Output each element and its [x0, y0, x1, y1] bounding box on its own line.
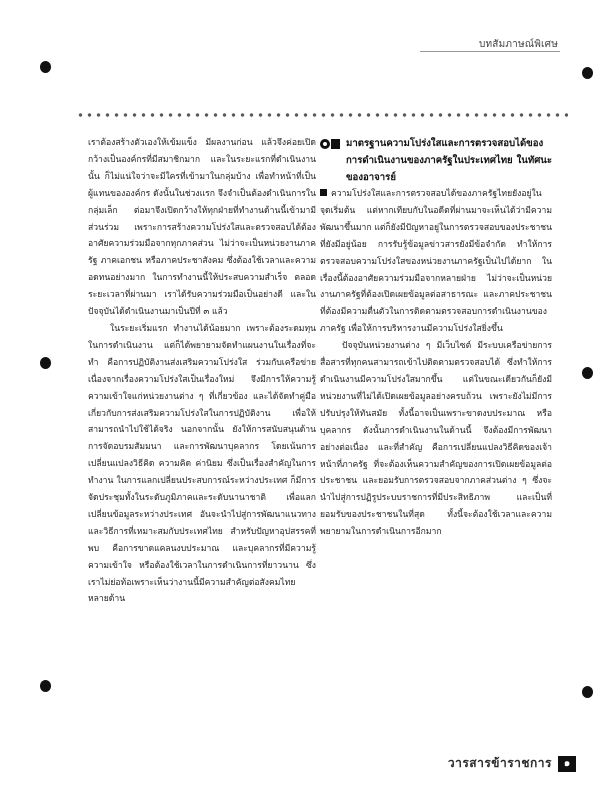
question-heading	[320, 135, 552, 186]
right-paragraph-1-text: ความโปร่งใสและการตรวจสอบได้ของภาครัฐไทยยังอยู่ในจุดเริ่มต้น แต่หากเทียบกับในอดีตที่ผ่านมาจะเห็นได้ว่ามีความพัฒนาขึ้นมาก แต่ก็ยังมีปัญหาอยู่ในการตรวจสอบของประชาชนที่ยังมีอยู่น้อย การรับรู้ข้อมูลข่าวสารยังมีข้อจำกัด ทำให้การตรวจสอบความโปร่งใสของหน่วยงานภาครัฐเป็นไปได้ยาก ในเรื่องนี้ต้องอาศัยความร่วมมือจากหลายฝ่าย ไม่ว่าจะเป็นหน่วยงานภาครัฐที่ต้องเปิดเผยข้อมูลต่อสาธารณะ และภาคประชาชนที่ต้องมีความตื่นตัวในการติดตามตรวจสอบการดำเนินงานของภาครัฐ เพื่อให้การบริหารงานมีความโปร่งใสยิ่งขึ้น	[320, 189, 552, 335]
punch-hole	[582, 67, 593, 79]
question-heading-text: มาตรฐานความโปร่งใสและการตรวจสอบได้ของการดำเนินงานของภาครัฐในประเทศไทย ในทัศนะของอาจารย์	[346, 138, 552, 183]
publication-title: วารสารข้าราชการ	[447, 756, 552, 770]
punch-hole	[40, 357, 51, 369]
dotted-divider	[76, 112, 568, 118]
square-bullet-icon	[320, 189, 327, 196]
section-label: บทสัมภาษณ์พิเศษ	[478, 39, 558, 50]
left-column	[88, 135, 316, 608]
right-paragraph-2: ปัจจุบันหน่วยงานต่าง ๆ มีเว็บไซต์ มีระบบเครือข่ายการสื่อสารที่ทุกคนสามารถเข้าไปติดตามตรวจสอบได้ ซึ่งทำให้การดำเนินงานมีความโปร่งใสมากขึ้น แต่ในขณะเดียวกันก็ยังมีหน่วยงานที่ไม่ได้เปิดเผยข้อมูลอย่างครบถ้วน เพราะยังไม่มีการปรับปรุงให้ทันสมัย ทั้งนี้อาจเป็นเพราะขาดงบประมาณ หรือบุคลากร ดังนั้นการดำเนินงานในด้านนี้ จึงต้องมีการพัฒนาอย่างต่อเนื่อง และที่สำคัญ คือการเปลี่ยนแปลงวิธีคิดของเจ้าหน้าที่ภาครัฐ ที่จะต้องเห็นความสำคัญของการเปิดเผยข้อมูลต่อประชาชน และยอมรับการตรวจสอบจากภาคส่วนต่าง ๆ ซึ่งจะนำไปสู่การปฏิรูประบบราชการที่มีประสิทธิภาพ และเป็นที่ยอมรับของประชาชนในที่สุด ทั้งนี้จะต้องใช้เวลาและความพยายามในการดำเนินการอีกมาก	[320, 341, 552, 538]
header-rule	[420, 51, 560, 52]
punch-hole	[582, 686, 593, 698]
left-paragraph-1: เราต้องสร้างตัวเองให้เข้มแข็ง มีผลงานก่อน แล้วจึงค่อยเปิดกว้างเป็นองค์กรที่มีสมาชิกมาก และในระยะแรกที่ดำเนินงานนั้น ก็ไม่แน่ใจว่าจะมีใครที่เข้ามาในกลุ่มบ้าง เพื่อทำหน้าที่เป็นผู้แทนขององค์กร ดังนั้นในช่วงแรก จึงจำเป็นต้องดำเนินการในกลุ่มเล็ก ต่อมาจึงเปิดกว้างให้ทุกฝ่ายที่ทำงานด้านนี้เข้ามามีส่วนร่วม เพราะการสร้างความโปร่งใสและตรวจสอบได้ต้องอาศัยความร่วมมือจากทุกภาคส่วน ไม่ว่าจะเป็นหน่วยงานภาครัฐ ภาคเอกชน หรือภาคประชาสังคม ซึ่งต้องใช้เวลาและความอดทนอย่างมาก ในการทำงานนี้ให้ประสบความสำเร็จ ตลอดระยะเวลาที่ผ่านมา เราได้รับความร่วมมือเป็นอย่างดี และในปัจจุบันได้ดำเนินงานมาเป็นปีที่ ๓ แล้ว	[88, 138, 316, 318]
page-footer	[448, 754, 576, 773]
right-column	[320, 135, 552, 541]
punch-hole	[40, 680, 51, 692]
page-number: ๑	[558, 756, 576, 772]
right-paragraph-1	[320, 186, 552, 338]
quote-mark-icon	[320, 138, 340, 150]
punch-hole	[40, 61, 51, 73]
punch-hole	[582, 367, 593, 379]
left-paragraph-2: ในระยะเริ่มแรก ทำงานได้น้อยมาก เพราะต้องระดมทุนในการดำเนินงาน แต่ก็ได้พยายามจัดทำแผนงานในเรื่องที่จะทำ คือการปฏิบัติงานส่งเสริมความโปร่งใส ร่วมกับเครือข่าย เนื่องจากเรื่องความโปร่งใสเป็นเรื่องใหม่ จึงมีการให้ความรู้ความเข้าใจแก่หน่วยงานต่าง ๆ ที่เกี่ยวข้อง และได้จัดทำคู่มือเกี่ยวกับการส่งเสริมความโปร่งใสในการปฏิบัติงาน เพื่อให้สามารถนำไปใช้ได้จริง นอกจากนั้น ยังให้การสนับสนุนด้านการจัดอบรมสัมมนา และการพัฒนาบุคลากร โดยเน้นการเปลี่ยนแปลงวิธีคิด ความคิด ค่านิยม ซึ่งเป็นเรื่องสำคัญในการทำงาน ในการแลกเปลี่ยนประสบการณ์ระหว่างประเทศ ก็มีการจัดประชุมทั้งในระดับภูมิภาคและระดับนานาชาติ เพื่อแลกเปลี่ยนข้อมูลระหว่างประเทศ อันจะนำไปสู่การพัฒนาแนวทางและวิธีการที่เหมาะสมกับประเทศไทย สำหรับปัญหาอุปสรรคที่พบ คือการขาดแคลนงบประมาณ และบุคลากรที่มีความรู้ความเข้าใจ หรือต้องใช้เวลาในการดำเนินการที่ยาวนาน ซึ่งเราไม่ย่อท้อเพราะเห็นว่างานนี้มีความสำคัญต่อสังคมไทยหลายด้าน	[88, 323, 316, 605]
